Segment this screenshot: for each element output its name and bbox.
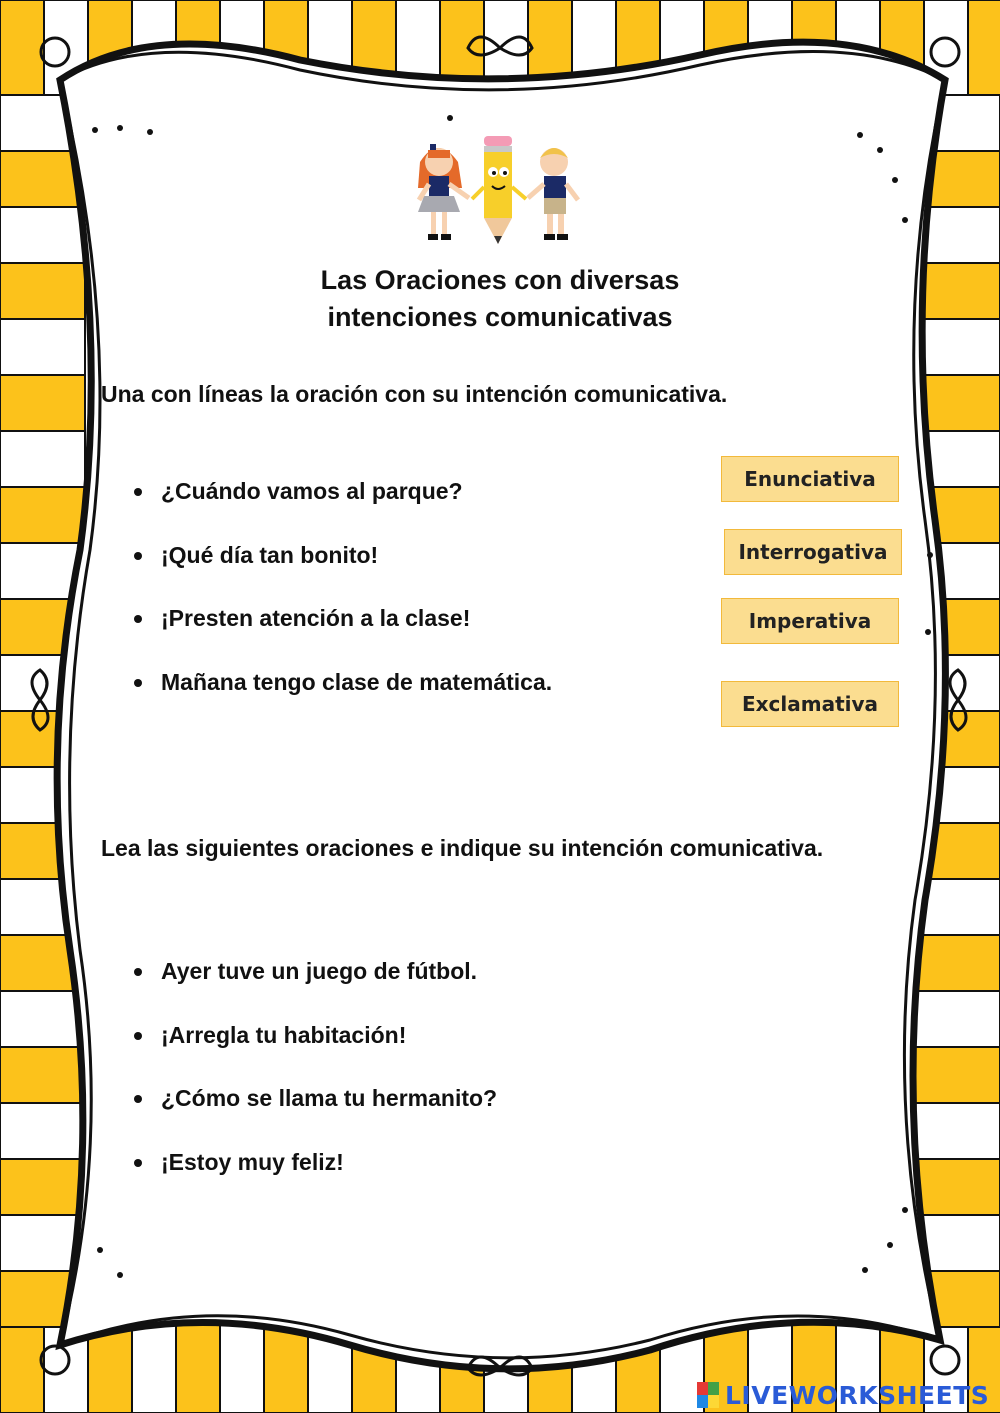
watermark-text: LIVEWORKSHEETS — [725, 1380, 990, 1410]
sentence-item: ¿Cómo se llama tu hermanito? — [131, 1083, 497, 1147]
border-stripe — [915, 1047, 1000, 1103]
sentence-item: Ayer tuve un juego de fútbol. — [131, 956, 497, 1020]
border-stripe — [176, 1320, 220, 1413]
pencil-icon — [472, 136, 526, 244]
border-stripe — [915, 935, 1000, 991]
border-stripe — [0, 1159, 85, 1215]
title-line-1: Las Oraciones con diversas — [320, 265, 680, 295]
liveworksheets-logo-icon — [697, 1382, 719, 1408]
instruction-match: Una con líneas la oración con su intención comunicativa. — [101, 381, 728, 407]
border-stripe — [0, 487, 85, 543]
border-stripe — [0, 991, 85, 1047]
instruction-identify: Lea las siguientes oraciones e indique su intención comunicativa. — [101, 835, 824, 861]
option-imperativa[interactable]: Imperativa — [721, 598, 899, 644]
option-exclamativa[interactable]: Exclamativa — [721, 681, 899, 727]
girl-icon — [418, 144, 469, 240]
border-stripe — [915, 319, 1000, 375]
sentence-item[interactable]: Mañana tengo clase de matemática. — [131, 667, 552, 731]
sentence-list-match — [131, 476, 552, 730]
border-stripe — [915, 1103, 1000, 1159]
border-stripe — [0, 1047, 85, 1103]
border-stripe — [0, 1103, 85, 1159]
border-stripe — [0, 319, 85, 375]
option-interrogativa[interactable]: Interrogativa — [724, 529, 902, 575]
border-stripe — [0, 207, 85, 263]
border-stripe — [0, 263, 85, 319]
border-stripe — [915, 991, 1000, 1047]
border-stripe — [220, 1320, 264, 1413]
sentence-item: ¡Arregla tu habitación! — [131, 1020, 497, 1084]
boy-icon — [528, 148, 578, 240]
liveworksheets-watermark — [697, 1378, 997, 1412]
title-line-2: intenciones comunicativas — [327, 302, 673, 332]
sentence-item[interactable]: ¿Cuándo vamos al parque? — [131, 476, 552, 540]
page-title — [200, 262, 800, 336]
border-stripe — [132, 1320, 176, 1413]
border-stripe — [915, 263, 1000, 319]
sentence-item[interactable]: ¡Presten atención a la clase! — [131, 603, 552, 667]
kids-pencil-illustration — [410, 132, 590, 250]
border-stripe — [0, 375, 85, 431]
border-stripe — [0, 0, 44, 95]
sentence-item: ¡Estoy muy feliz! — [131, 1147, 497, 1211]
sentence-item[interactable]: ¡Qué día tan bonito! — [131, 540, 552, 604]
option-enunciativa[interactable]: Enunciativa — [721, 456, 899, 502]
sentence-list-identify — [131, 956, 497, 1210]
border-stripe — [968, 0, 1000, 95]
border-stripe — [915, 1159, 1000, 1215]
border-stripe — [0, 431, 85, 487]
border-stripe — [0, 1320, 44, 1413]
